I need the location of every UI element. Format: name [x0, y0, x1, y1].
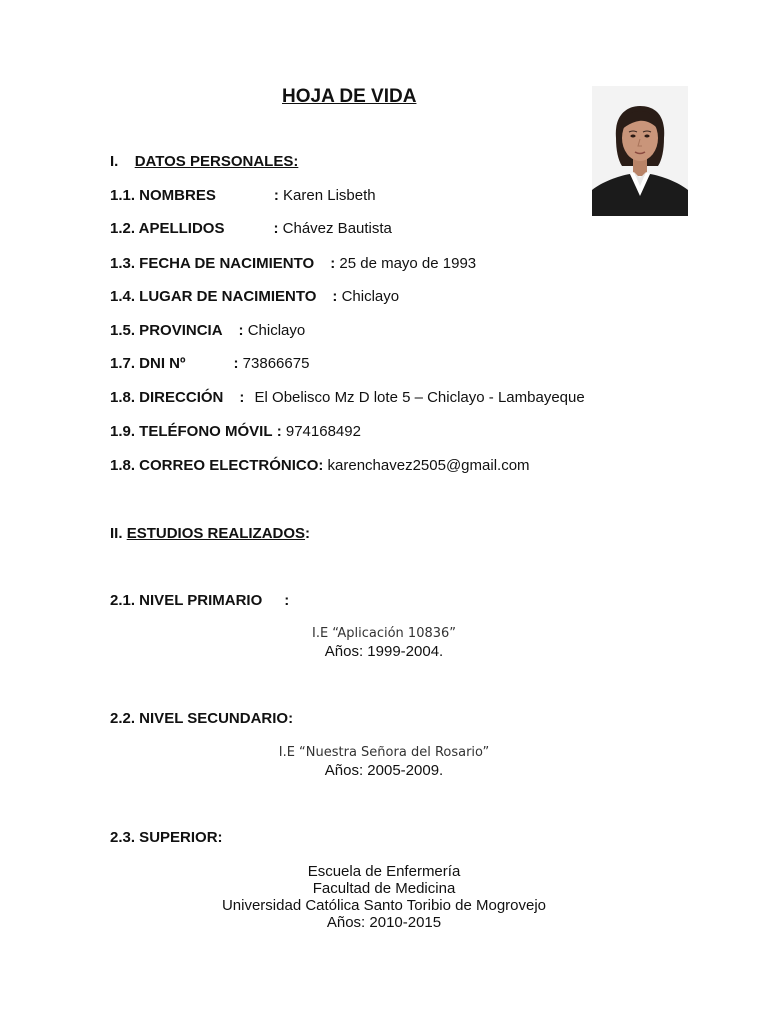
person-portrait-icon — [592, 86, 688, 216]
superior-level-label: 2.3. SUPERIOR: — [110, 829, 223, 846]
section-number: I. — [110, 153, 119, 170]
superior-faculty: Facultad de Medicina — [312, 880, 456, 897]
field-separator: : — [239, 389, 245, 406]
field-value: 73866675 — [242, 355, 310, 372]
field-separator: : — [273, 220, 279, 237]
row-nombres — [110, 187, 376, 204]
field-value: Karen Lisbeth — [283, 187, 376, 204]
primary-label-colon: : — [284, 592, 290, 609]
primary-level-label — [110, 592, 289, 609]
field-label: 1.8. DIRECCIÓN — [110, 389, 224, 406]
field-label: 1.7. DNI Nº — [110, 355, 186, 372]
field-value: Chiclayo — [341, 288, 400, 305]
primary-years: Años: 1999-2004. — [324, 643, 444, 660]
row-dni — [110, 355, 309, 372]
field-label: 1.9. TELÉFONO MÓVIL — [110, 423, 273, 440]
superior-years: Años: 2010-2015 — [326, 914, 442, 931]
field-value: 974168492 — [285, 423, 361, 440]
field-value: Chiclayo — [247, 322, 306, 339]
field-value: Chávez Bautista — [282, 220, 392, 237]
profile-photo — [592, 86, 688, 216]
row-lugar-nacimiento — [110, 288, 399, 305]
field-separator: : — [332, 288, 338, 305]
field-separator: : — [238, 322, 244, 339]
field-label: 1.3. FECHA DE NACIMIENTO — [110, 255, 315, 272]
section-heading: ESTUDIOS REALIZADOS — [126, 525, 306, 542]
row-correo — [110, 457, 530, 474]
field-label: 1.4. LUGAR DE NACIMIENTO — [110, 288, 317, 305]
field-value: karenchavez2505@gmail.com — [327, 457, 530, 474]
row-provincia — [110, 322, 305, 339]
page-title: HOJA DE VIDA — [282, 86, 417, 107]
section-personal-data-heading — [110, 153, 298, 170]
secondary-years: Años: 2005-2009. — [324, 762, 444, 779]
section-number: II. — [110, 525, 123, 542]
secondary-level-label: 2.2. NIVEL SECUNDARIO: — [110, 710, 294, 727]
secondary-school: I.E “Nuestra Señora del Rosario” — [278, 745, 490, 760]
row-fecha-nacimiento — [110, 255, 476, 272]
superior-school: Escuela de Enfermería — [307, 863, 461, 880]
row-direccion — [110, 389, 585, 406]
row-apellidos — [110, 220, 392, 237]
field-separator: : — [233, 355, 239, 372]
section-studies-heading — [110, 525, 310, 542]
section-heading: DATOS PERSONALES: — [134, 153, 299, 170]
field-separator: : — [330, 255, 336, 272]
field-label: 1.1. NOMBRES — [110, 187, 216, 204]
field-value: 25 de mayo de 1993 — [339, 255, 477, 272]
primary-label-text: 2.1. NIVEL PRIMARIO — [110, 592, 263, 609]
field-label: 1.8. CORREO ELECTRÓNICO — [110, 457, 319, 474]
superior-university: Universidad Católica Santo Toribio de Mogrovejo — [221, 897, 547, 914]
field-separator: : — [276, 423, 282, 440]
section-heading-colon: : — [305, 525, 311, 542]
field-label: 1.2. APELLIDOS — [110, 220, 225, 237]
primary-school: I.E “Aplicación 10836” — [311, 626, 457, 641]
field-separator: : — [273, 187, 279, 204]
field-separator: : — [318, 457, 324, 474]
field-value: El Obelisco Mz D lote 5 – Chiclayo - Lambayeque — [254, 389, 585, 406]
field-label: 1.5. PROVINCIA — [110, 322, 223, 339]
row-telefono — [110, 423, 361, 440]
